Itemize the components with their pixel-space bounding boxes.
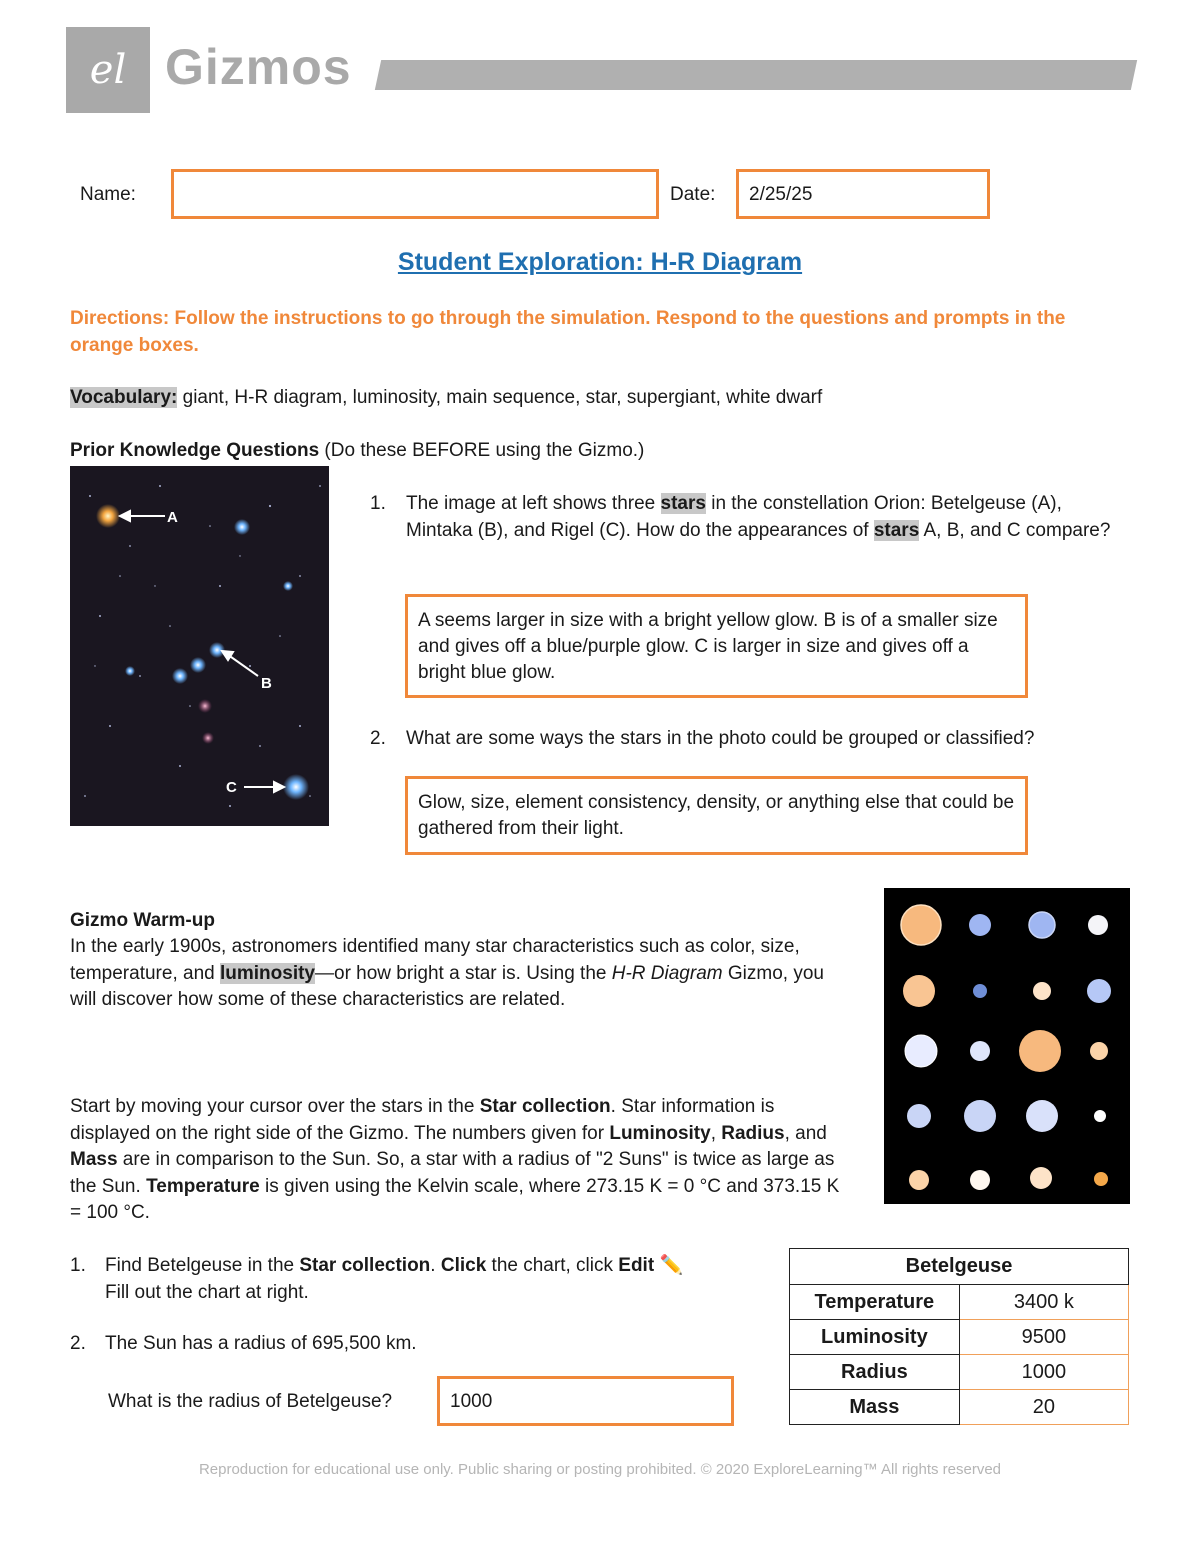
prior-heading: Prior Knowledge Questions (Do these BEFORE using the Gizmo.) xyxy=(70,440,645,461)
footer-copyright: Reproduction for educational use only. Public sharing or posting prohibited. © 2020 ExploreLearning™ All rights reserved xyxy=(198,1461,1002,1478)
label-c: C xyxy=(226,779,237,796)
gizmos-logo xyxy=(66,27,150,113)
prior-answer-2[interactable]: Glow, size, element consistency, density, or anything else that could be gathered from their light. xyxy=(405,776,1028,855)
row-value[interactable]: 1000 xyxy=(959,1355,1128,1390)
vocabulary-label: Vocabulary: xyxy=(70,387,178,408)
brand-name: Gizmos xyxy=(165,39,352,95)
name-label: Name: xyxy=(80,184,136,205)
row-label: Radius xyxy=(790,1355,960,1390)
row-value[interactable]: 3400 k xyxy=(959,1285,1128,1320)
star-b xyxy=(190,657,206,673)
betelgeuse-table[interactable] xyxy=(789,1248,1129,1425)
orion-photo xyxy=(70,466,329,826)
prior-answer-1[interactable]: A seems larger in size with a bright yellow glow. B is of a smaller size and gives off a blue/purple glow. C is larger in size and gives off a bright blue glow. xyxy=(405,594,1028,698)
warmup-paragraph-1: In the early 1900s, astronomers identified many star characteristics such as color, size, temperature, and luminosity—or how bright a star is. Using the H-R Diagram Gizmo, you will discover how some of these characteristics are related. xyxy=(70,936,824,1010)
warmup-q1-text: Find Betelgeuse in the Star collection. Click the chart, click Edit ✏️ Fill out the chart at right. xyxy=(105,1255,684,1303)
row-label: Temperature xyxy=(790,1285,960,1320)
page-title: Student Exploration: H-R Diagram xyxy=(397,248,803,276)
betelgeuse-table-title: Betelgeuse xyxy=(790,1249,1129,1285)
label-b: B xyxy=(261,675,272,692)
radius-answer[interactable]: 1000 xyxy=(437,1376,734,1426)
label-a: A xyxy=(167,509,178,526)
date-field[interactable]: 2/25/25 xyxy=(736,169,990,219)
star-c xyxy=(283,774,309,800)
row-value[interactable]: 9500 xyxy=(959,1320,1128,1355)
star-collection-image xyxy=(884,888,1130,1204)
row-label: Mass xyxy=(790,1390,960,1425)
pencil-icon: ✏️ xyxy=(659,1255,684,1276)
table-row xyxy=(790,1285,1129,1320)
warmup-q1-number: 1. xyxy=(70,1255,86,1276)
header-bar xyxy=(375,60,1137,90)
table-row xyxy=(790,1355,1129,1390)
prior-q2-text: What are some ways the stars in the photo could be grouped or classified? xyxy=(406,728,1035,749)
warmup-heading: Gizmo Warm-up xyxy=(70,910,215,931)
date-label: Date: xyxy=(670,184,716,205)
row-value[interactable]: 20 xyxy=(959,1390,1128,1425)
directions: Directions: Follow the instructions to go through the simulation. Respond to the questions and prompts in the orange boxes. xyxy=(70,308,1066,356)
logo-glyph: el xyxy=(89,47,127,93)
vocabulary: Vocabulary: giant, H-R diagram, luminosity, main sequence, star, supergiant, white dwarf xyxy=(70,387,823,408)
prior-q1-text: The image at left shows three stars in the constellation Orion: Betelgeuse (A), Mintaka (B), and Rigel (C). How do the appearances of stars A, B, and C compare? xyxy=(406,493,1111,541)
row-label: Luminosity xyxy=(790,1320,960,1355)
radius-prompt: What is the radius of Betelgeuse? xyxy=(108,1391,393,1412)
warmup-q2-text: The Sun has a radius of 695,500 km. xyxy=(105,1333,417,1354)
warmup-q2-number: 2. xyxy=(70,1333,86,1354)
table-row xyxy=(790,1320,1129,1355)
prior-q2-number: 2. xyxy=(370,728,386,749)
name-field[interactable] xyxy=(171,169,659,219)
prior-q1-number: 1. xyxy=(370,493,386,514)
table-row xyxy=(790,1390,1129,1425)
star-a xyxy=(96,504,120,528)
warmup-paragraph-2: Start by moving your cursor over the stars in the Star collection. Star information is displayed on the right side of the Gizmo. The numbers given for Luminosity, Radius, and Mass are in comparison to the Sun. So, a star with a radius of "2 Suns" is twice as large as the Sun. Temperature is given using the Kelvin scale, where 273.15 K = 0 °C and 373.15 K = 100 °C. xyxy=(70,1096,840,1223)
